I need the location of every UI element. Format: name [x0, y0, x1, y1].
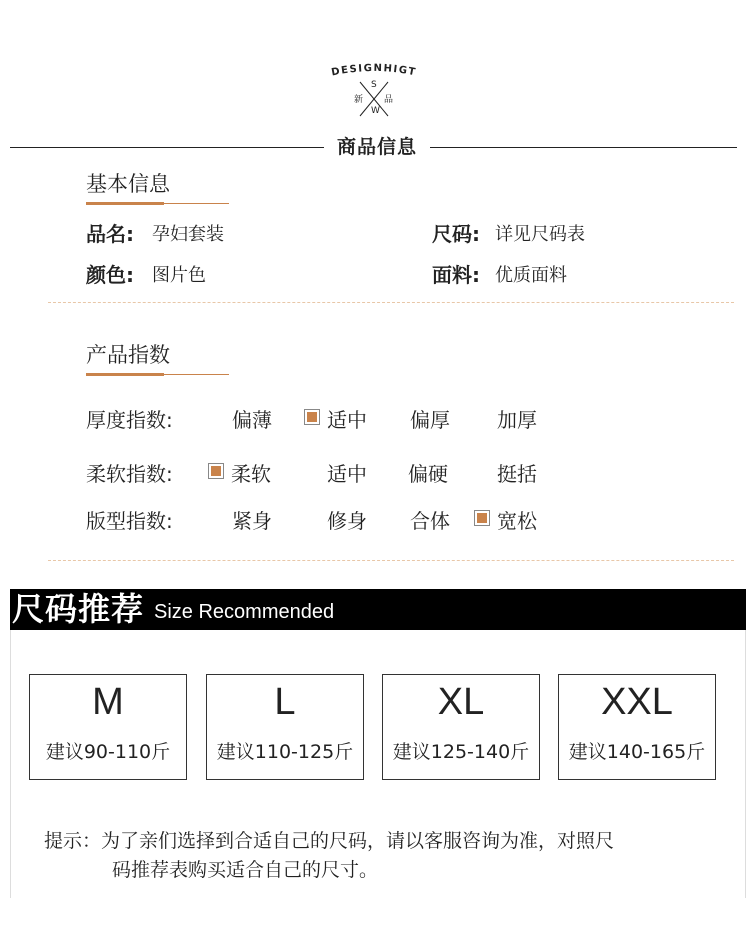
- section-divider-left: [10, 147, 324, 148]
- field-value-color: 图片色: [152, 265, 206, 286]
- index-label-fit: 版型指数:: [86, 509, 173, 533]
- logo-wordmark: [316, 60, 432, 80]
- dashed-divider: [48, 302, 734, 303]
- size-tip-line-1: 提示：为了亲们选择到合适自己的尺码，请以客服咨询为准，对照尺: [44, 830, 615, 852]
- option-firm: 偏硬: [408, 462, 448, 486]
- field-label-color: 颜色:: [86, 263, 134, 287]
- index-underline-accent: [86, 373, 164, 376]
- option-extra-thick: 加厚: [497, 408, 537, 432]
- checked-box-icon: [208, 463, 224, 479]
- frame-right-edge: [745, 630, 746, 898]
- option-loose: 宽松: [497, 509, 537, 533]
- checked-box-icon: [474, 510, 490, 526]
- option-slim: 修身: [327, 509, 367, 533]
- field-value-name: 孕妇套装: [152, 224, 224, 245]
- size-name: L: [274, 681, 296, 723]
- section-divider-right: [430, 147, 737, 148]
- option-medium-softness: 适中: [327, 462, 367, 486]
- brand-logo: [316, 58, 432, 120]
- size-recommendation: 建议140-165斤: [568, 741, 706, 763]
- basic-info-underline-accent: [86, 202, 164, 205]
- size-card-m: [29, 674, 187, 780]
- option-thick: 偏厚: [410, 408, 450, 432]
- option-thin: 偏薄: [232, 408, 272, 432]
- svg-text:DESIGNHIGT: DESIGNHIGT: [330, 62, 418, 79]
- size-card-xxl: [558, 674, 716, 780]
- section-title: 商品信息: [336, 136, 417, 158]
- size-recommendation: 建议90-110斤: [45, 741, 171, 763]
- field-label-size: 尺码:: [432, 222, 480, 246]
- field-label-fabric: 面料:: [432, 263, 480, 287]
- size-name: M: [92, 681, 124, 723]
- logo-char-product: 品: [384, 95, 394, 105]
- index-heading: 产品指数: [86, 343, 170, 367]
- size-card-l: [206, 674, 364, 780]
- index-label-thickness: 厚度指数:: [86, 408, 173, 432]
- logo-letter-s: S: [371, 80, 377, 90]
- size-card-xl: [382, 674, 540, 780]
- size-banner-title: 尺码推荐: [12, 590, 145, 628]
- size-name: XL: [437, 681, 485, 723]
- logo-letter-w: W: [371, 106, 380, 116]
- option-crisp: 挺括: [497, 462, 537, 486]
- field-value-size: 详见尺码表: [495, 224, 585, 245]
- option-regular: 合体: [410, 509, 450, 533]
- size-tip-line-2: 码推荐表购买适合自己的尺寸。: [112, 859, 379, 881]
- size-banner: [10, 589, 746, 630]
- basic-info-heading: 基本信息: [86, 172, 170, 196]
- size-name: XXL: [601, 681, 673, 723]
- dashed-divider: [48, 560, 734, 561]
- size-recommendation: 建议125-140斤: [392, 741, 530, 763]
- option-tight: 紧身: [232, 509, 272, 533]
- size-recommendation: 建议110-125斤: [216, 741, 354, 763]
- option-soft: 柔软: [231, 462, 271, 486]
- size-banner-subtitle: Size Recommended: [154, 601, 335, 623]
- field-label-name: 品名:: [86, 222, 134, 246]
- field-value-fabric: 优质面料: [495, 265, 567, 286]
- index-label-softness: 柔软指数:: [86, 462, 173, 486]
- frame-left-edge: [10, 630, 11, 898]
- logo-char-new: 新: [354, 95, 364, 105]
- checked-box-icon: [304, 409, 320, 425]
- option-medium-thickness: 适中: [327, 408, 367, 432]
